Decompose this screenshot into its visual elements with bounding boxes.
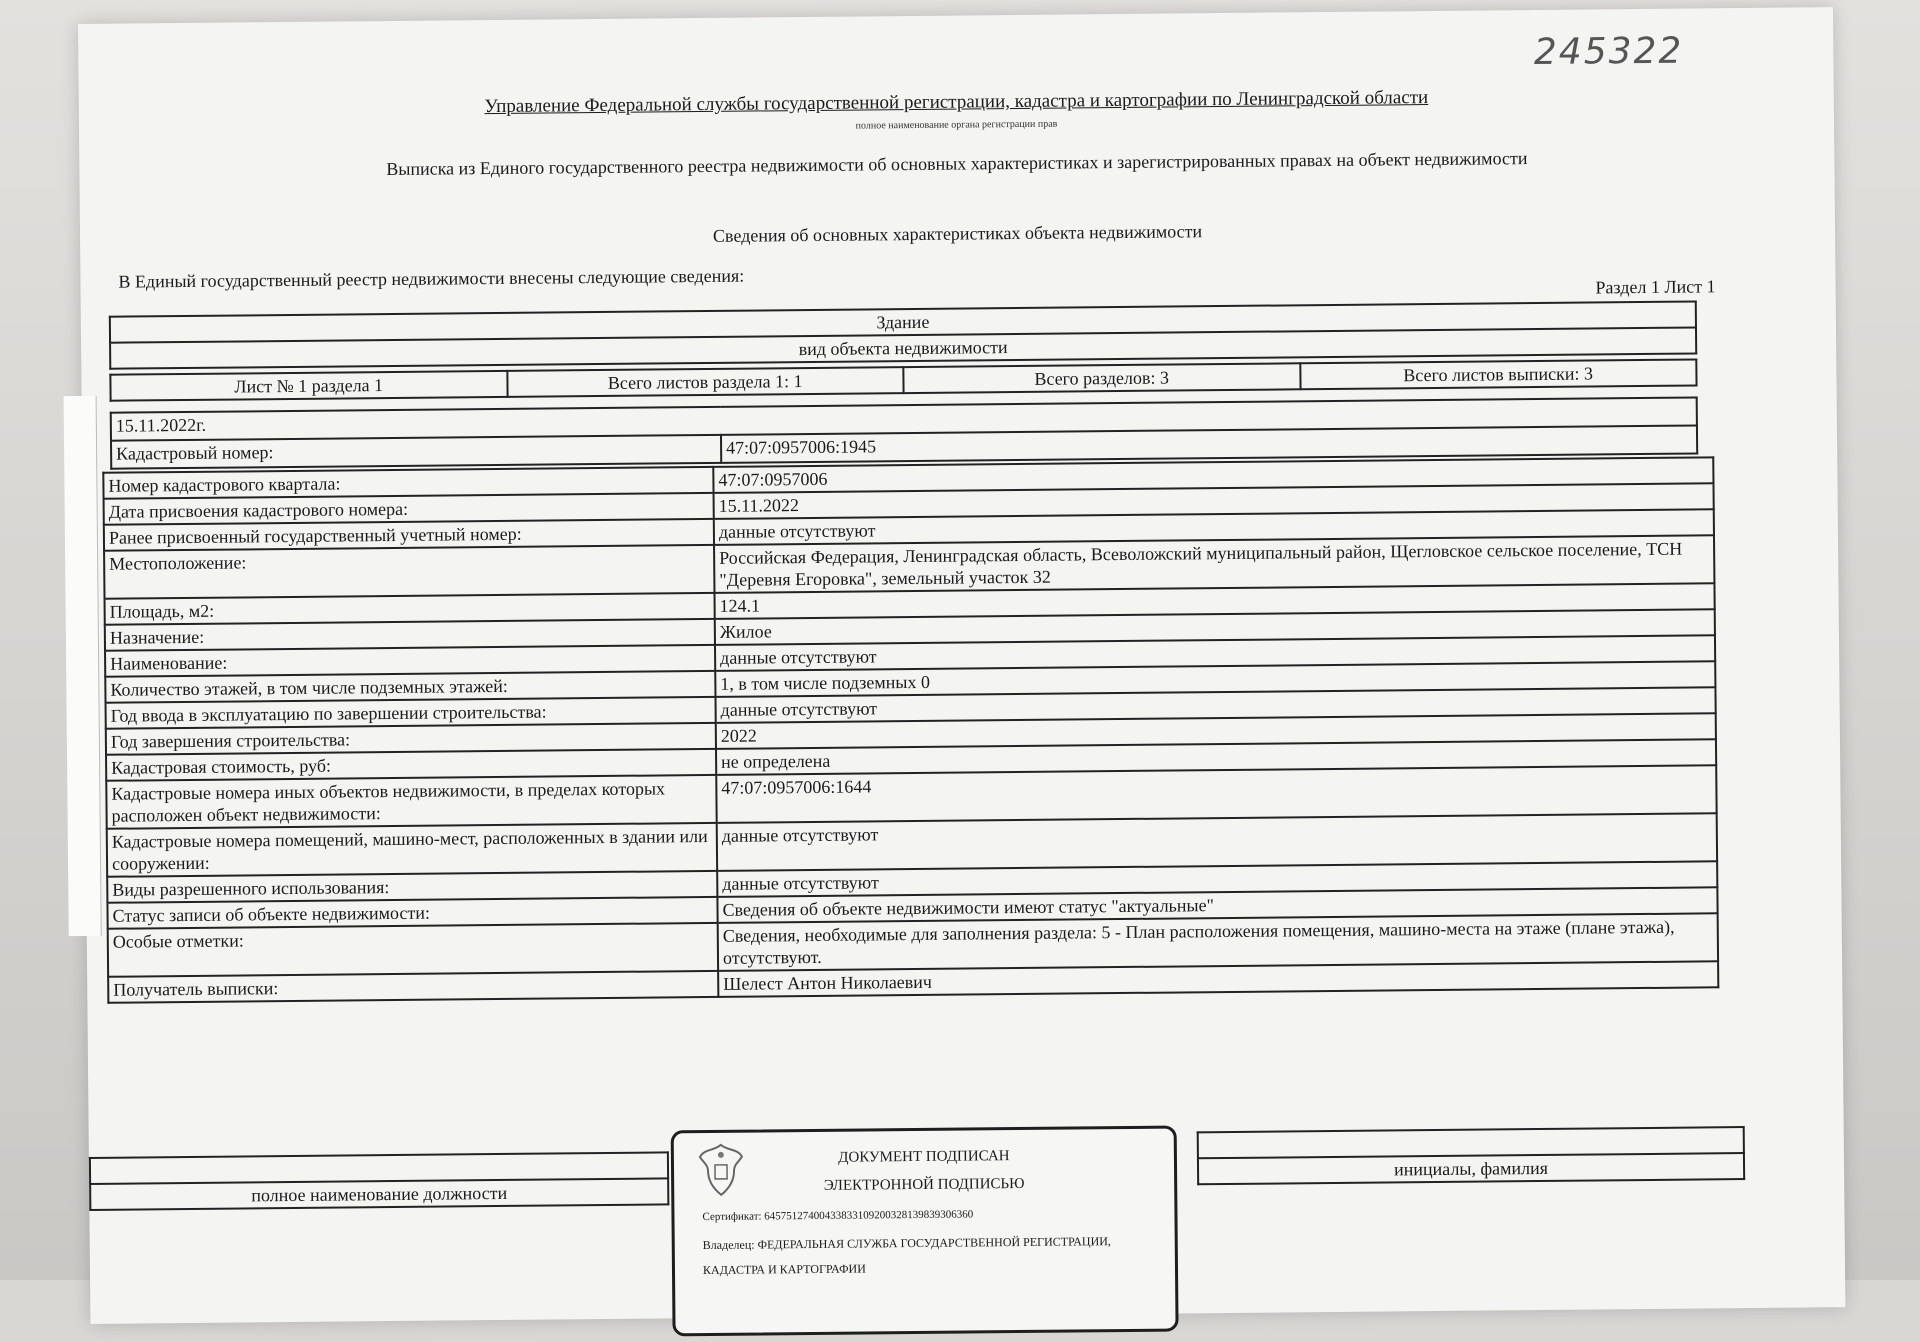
property-label: Дата присвоения кадастрового номера: xyxy=(104,493,714,525)
stamp-certificate: Сертификат: 645751274004338331092003281398393063​60 xyxy=(702,1208,974,1224)
property-value: 1, в том числе подземных 0 xyxy=(715,661,1715,697)
sheets-total: Всего листов выписки: 3 xyxy=(1300,359,1697,389)
cadastral-number-value: 47:07:0957006:1945 xyxy=(721,425,1697,462)
object-type: Здание xyxy=(110,301,1696,342)
property-label: Ранее присвоенный государственный учетный номер: xyxy=(104,519,714,551)
property-value: Российская Федерация, Ленинградская область, Всеволожский муниципальный район, Щегловское сельское поселение, ТСН "Деревня Егоровка", земельный участок 32 xyxy=(714,535,1714,593)
authority-name: Управление Федеральной службы государственной регистрации, кадастра и картографии по Ленинградской области xyxy=(484,87,1429,118)
section-heading: Сведения об основных характеристиках объекта недвижимости xyxy=(712,221,1203,246)
name-caption: инициалы, фамилия xyxy=(1198,1153,1744,1184)
section-reference: Раздел 1 Лист 1 xyxy=(1595,276,1716,298)
property-value: 47:07:0957006:1644 xyxy=(716,765,1716,823)
position-caption: полное наименование должности xyxy=(90,1178,668,1210)
property-label: Назначение: xyxy=(105,619,715,651)
property-label: Наименование: xyxy=(105,645,715,677)
property-label: Получатель выписки: xyxy=(108,971,718,1003)
property-value: Сведения, необходимые для заполнения раздела: 5 - План расположения помещения, машино-места на этаже (плане этажа), отсутствуют. xyxy=(718,913,1718,971)
property-value: 15.11.2022 xyxy=(714,483,1714,519)
stamp-line-signed: ДОКУМЕНТ ПОДПИСАН xyxy=(838,1148,1010,1166)
property-value: Сведения об объекте недвижимости имеют статус "актуальные" xyxy=(717,887,1717,923)
property-label: Кадастровая стоимость, руб: xyxy=(106,749,716,781)
property-label: Год ввода в эксплуатацию по завершении строительства: xyxy=(106,697,716,729)
property-value: не определена xyxy=(716,739,1716,775)
property-value: данные отсутствуют xyxy=(717,813,1717,871)
handwritten-number: 245322 xyxy=(1533,30,1684,74)
property-value: 47:07:0957006 xyxy=(713,457,1713,493)
property-label: Год завершения строительства: xyxy=(106,723,716,755)
property-value: данные отсутствуют xyxy=(717,861,1717,897)
property-label: Особые отметки: xyxy=(108,923,718,977)
property-value: данные отсутствуют xyxy=(714,509,1714,545)
properties-table xyxy=(102,456,1719,1003)
object-type-caption: вид объекта недвижимости xyxy=(110,327,1696,368)
sheet-number: Лист № 1 раздела 1 xyxy=(110,371,507,401)
electronic-signature-stamp xyxy=(671,1126,1179,1337)
sheets-in-section: Всего листов раздела 1: 1 xyxy=(507,367,904,397)
property-label: Статус записи об объекте недвижимости: xyxy=(107,897,717,929)
document-sheet xyxy=(78,7,1845,1324)
property-label: Кадастровые номера иных объектов недвижимости, в пределах которых расположен объект недвижимости: xyxy=(106,775,716,829)
authority-hint: полное наименование органа регистрации прав xyxy=(855,118,1058,132)
property-value: Жилое xyxy=(715,609,1715,645)
sections-total: Всего разделов: 3 xyxy=(903,363,1300,393)
stamp-owner: Владелец: ФЕДЕРАЛЬНАЯ СЛУЖБА ГОСУДАРСТВЕННОЙ РЕГИСТРАЦИИ, КАДАСТРА И КАРТОГРАФИИ xyxy=(702,1234,1111,1278)
cadastral-number-label: Кадастровый номер: xyxy=(111,435,721,469)
property-label: Виды разрешенного использования: xyxy=(107,871,717,903)
property-label: Номер кадастрового квартала: xyxy=(103,467,713,499)
property-label: Местоположение: xyxy=(104,545,714,599)
paper-edge-strip xyxy=(64,396,102,936)
position-signature-table xyxy=(89,1151,669,1211)
object-type-table xyxy=(109,300,1697,369)
property-value: 2022 xyxy=(716,713,1716,749)
document-title: Выписка из Единого государственного реестра недвижимости об основных характеристиках и зарегистрированных правах на объект недвижимости xyxy=(386,148,1528,180)
extract-date: 15.11.2022г. xyxy=(111,397,1697,440)
property-value: данные отсутствуют xyxy=(715,635,1715,671)
property-value: Шелест Антон Николаевич xyxy=(718,961,1718,997)
stamp-line-electronic: ЭЛЕКТРОННОЙ ПОДПИСЬЮ xyxy=(823,1175,1025,1194)
property-value: данные отсутствуют xyxy=(715,687,1715,723)
property-value: 124.1 xyxy=(714,583,1714,619)
property-label: Кадастровые номера помещений, машино-мест, расположенных в здании или сооружении: xyxy=(107,823,717,877)
property-label: Площадь, м2: xyxy=(105,593,715,625)
name-signature-table xyxy=(1197,1126,1745,1185)
property-label: Количество этажей, в том числе подземных этажей: xyxy=(105,671,715,703)
intro-text: В Единый государственный реестр недвижимости внесены следующие сведения: xyxy=(118,265,745,292)
